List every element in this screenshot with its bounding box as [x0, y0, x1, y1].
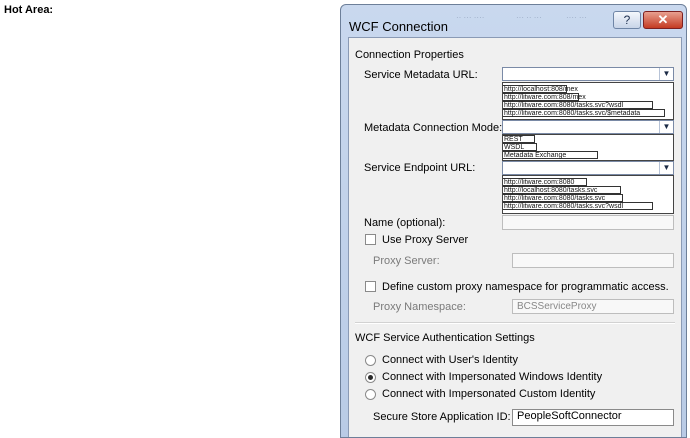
title-bar-ghost-text: ···· ···	[566, 13, 587, 22]
name-input[interactable]	[502, 215, 674, 230]
radio-impersonated-custom-identity-label: Connect with Impersonated Custom Identity	[382, 388, 596, 400]
list-item[interactable]: http://litware.com:8080/tasks.svc?wsdl	[503, 101, 653, 109]
service-metadata-url-label: Service Metadata URL:	[364, 69, 478, 81]
dialog-title: WCF Connection	[349, 19, 448, 34]
radio-users-identity[interactable]	[365, 355, 376, 366]
proxy-namespace-label: Proxy Namespace:	[373, 301, 466, 313]
connection-properties-heading: Connection Properties	[355, 49, 464, 61]
radio-impersonated-windows-identity-label: Connect with Impersonated Windows Identity	[382, 371, 603, 383]
list-item[interactable]: http://localhost:8080/tasks.svc	[503, 186, 621, 194]
service-metadata-url-combo[interactable]	[502, 67, 674, 81]
list-item[interactable]: REST	[503, 135, 535, 143]
list-item[interactable]: WSDL	[503, 143, 537, 151]
section-divider	[355, 322, 675, 324]
proxy-server-input[interactable]	[512, 253, 674, 268]
use-proxy-label: Use Proxy Server	[382, 234, 469, 246]
secure-store-label: Secure Store Application ID:	[373, 411, 511, 423]
metadata-connection-mode-list	[502, 134, 674, 161]
list-item[interactable]: http://litware.com:8080	[503, 178, 587, 186]
metadata-connection-mode-label: Metadata Connection Mode:	[364, 122, 503, 134]
radio-impersonated-windows-identity[interactable]	[365, 372, 376, 383]
use-proxy-checkbox[interactable]	[365, 234, 376, 245]
metadata-connection-mode-combo[interactable]	[502, 120, 674, 134]
title-bar-ghost-text: ·· ··· ····	[456, 13, 485, 22]
proxy-server-label: Proxy Server:	[373, 255, 440, 267]
list-item[interactable]: http://localhost:808/mex	[504, 86, 578, 93]
service-endpoint-url-list	[502, 175, 674, 214]
chevron-down-icon[interactable]: ▼	[659, 162, 673, 174]
hot-area-label: Hot Area:	[4, 4, 54, 16]
list-item[interactable]: http://litware.com:8080/tasks.svc/$metadata	[503, 109, 665, 117]
list-item[interactable]: http://litware.com:808/mex	[504, 94, 586, 101]
proxy-namespace-input[interactable]: BCSServiceProxy	[512, 299, 674, 314]
radio-impersonated-custom-identity[interactable]	[365, 389, 376, 400]
custom-namespace-checkbox[interactable]	[365, 281, 376, 292]
dialog-body	[348, 37, 682, 438]
auth-settings-heading: WCF Service Authentication Settings	[355, 332, 535, 344]
list-item[interactable]: http://litware.com:8080/tasks.svc?wsdl	[503, 202, 653, 210]
service-endpoint-url-combo[interactable]	[502, 161, 674, 175]
name-optional-label: Name (optional):	[364, 217, 446, 229]
radio-users-identity-label: Connect with User's Identity	[382, 354, 518, 366]
wcf-connection-dialog	[340, 4, 687, 438]
list-item[interactable]: Metadata Exchange	[503, 151, 598, 159]
list-item[interactable]: http://litware.com:8080/tasks.svc	[503, 194, 623, 202]
secure-store-input[interactable]: PeopleSoftConnector	[512, 409, 674, 426]
service-metadata-url-list	[502, 82, 674, 120]
chevron-down-icon[interactable]: ▼	[659, 121, 673, 133]
service-endpoint-url-label: Service Endpoint URL:	[364, 162, 476, 174]
chevron-down-icon[interactable]: ▼	[659, 68, 673, 80]
help-button[interactable]: ?	[613, 11, 641, 29]
title-bar-ghost-text: ··· ·· ···	[516, 13, 542, 22]
close-button[interactable]: ✕	[643, 11, 683, 29]
custom-namespace-label: Define custom proxy namespace for programmatic access.	[382, 281, 669, 293]
